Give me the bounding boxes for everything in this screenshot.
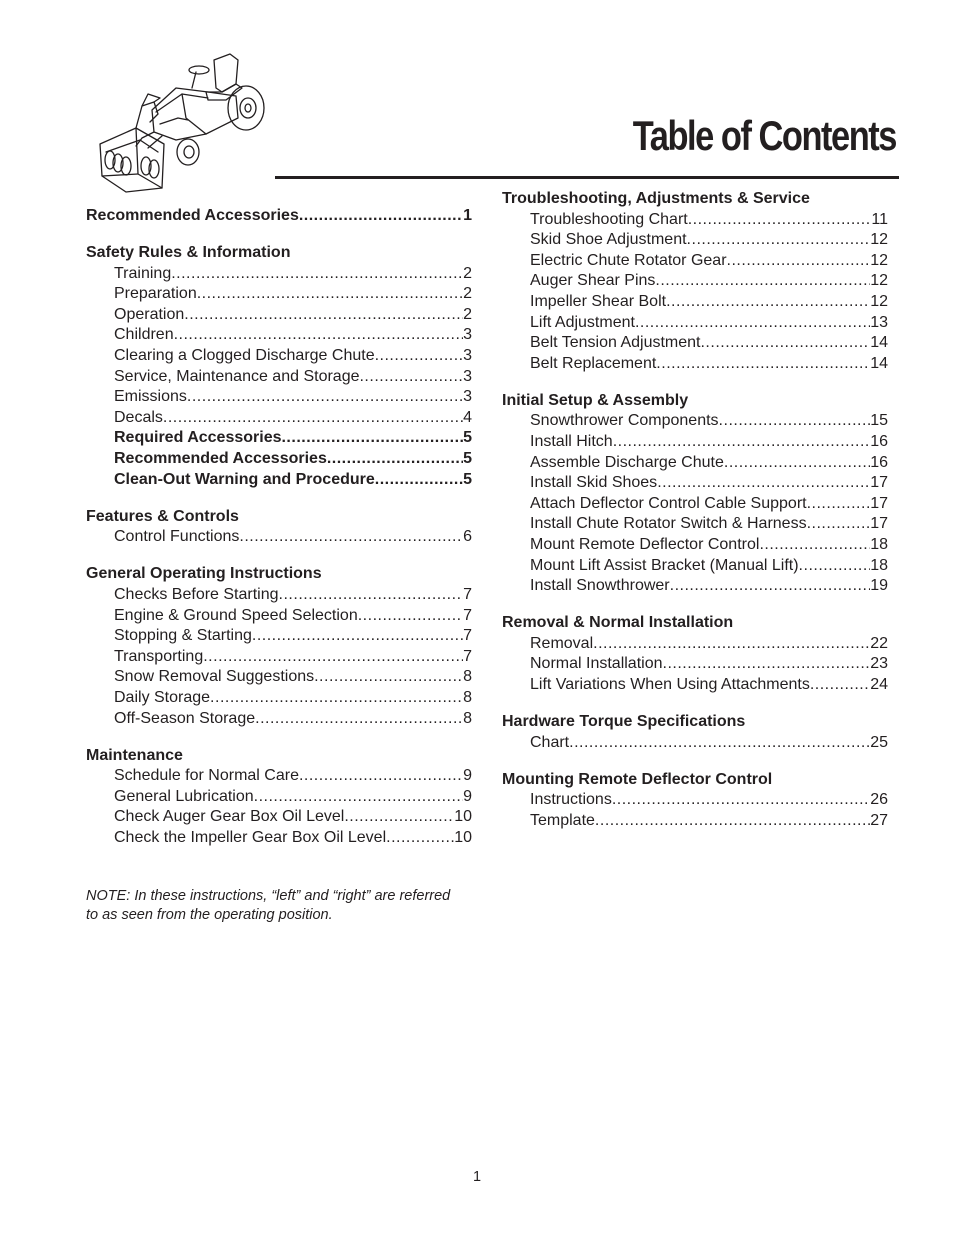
- toc-section-heading[interactable]: [502, 613, 888, 634]
- toc-entry-page: 17: [870, 515, 888, 533]
- toc-entry-label: Emissions: [114, 388, 187, 406]
- toc-entry[interactable]: [502, 313, 888, 334]
- toc-section-heading-label: Troubleshooting, Adjustments & Service: [502, 190, 810, 207]
- dot-leader: [171, 264, 463, 285]
- dot-leader: [344, 807, 454, 828]
- toc-entry-label: Training: [114, 264, 172, 282]
- toc-section-heading[interactable]: [86, 507, 472, 528]
- dot-leader: [375, 470, 463, 491]
- toc-entry-label: Install Skid Shoes: [530, 474, 658, 492]
- toc-entry-label: Mount Lift Assist Bracket (Manual Lift): [530, 556, 799, 574]
- toc-entry-page: 12: [870, 272, 888, 290]
- toc-entry-page: 10: [454, 829, 472, 847]
- toc-entry[interactable]: [502, 733, 888, 754]
- toc-entry-page: 23: [870, 655, 888, 673]
- toc-entry-label: Daily Storage: [114, 688, 211, 706]
- toc-entry-page: 2: [463, 285, 472, 303]
- toc-section: [86, 243, 472, 490]
- toc-entry-page: 19: [870, 577, 888, 595]
- toc-entry-label: Install Snowthrower: [530, 577, 670, 595]
- dot-leader: [163, 408, 463, 429]
- toc-entry-label: Troubleshooting Chart: [530, 210, 688, 228]
- toc-entry-page: 3: [463, 367, 472, 385]
- toc-entry-label: Auger Shear Pins: [530, 272, 656, 290]
- toc-entry-label: Children: [114, 326, 174, 344]
- dot-leader: [724, 453, 870, 474]
- snowthrower-tractor-illustration: [96, 48, 268, 193]
- dot-leader: [358, 606, 463, 627]
- toc-entry-label: Electric Chute Rotator Gear: [530, 251, 727, 269]
- toc-right-column: [502, 189, 888, 848]
- toc-entry-page: 14: [870, 354, 888, 372]
- dot-leader: [593, 634, 870, 655]
- toc-entry[interactable]: [86, 367, 472, 388]
- dot-leader: [569, 733, 870, 754]
- toc-entry-page: 17: [870, 494, 888, 512]
- dot-leader: [184, 305, 463, 326]
- dot-leader: [613, 432, 871, 453]
- toc-entry[interactable]: [502, 556, 888, 577]
- dot-leader: [375, 346, 464, 367]
- toc-entry[interactable]: [86, 408, 472, 429]
- toc-entry-page: 16: [870, 453, 888, 471]
- toc-entry[interactable]: [502, 292, 888, 313]
- toc-entry[interactable]: [502, 453, 888, 474]
- toc-entry[interactable]: [86, 787, 472, 808]
- toc-entry-label: Install Hitch: [530, 433, 613, 451]
- toc-entry[interactable]: [86, 606, 472, 627]
- toc-entry[interactable]: [502, 790, 888, 811]
- dot-leader: [807, 514, 871, 535]
- toc-entry[interactable]: [502, 494, 888, 515]
- toc-entry-page: 7: [463, 627, 472, 645]
- toc-entry-page: 4: [463, 408, 472, 426]
- toc-section-heading[interactable]: [86, 746, 472, 767]
- toc-entry[interactable]: [86, 449, 472, 470]
- dot-leader: [595, 811, 870, 832]
- toc-entry[interactable]: [502, 271, 888, 292]
- toc-section-heading-label: Features & Controls: [86, 507, 239, 525]
- toc-entry[interactable]: [86, 264, 472, 285]
- toc-entry[interactable]: [502, 432, 888, 453]
- toc-entry-label: Schedule for Normal Care: [114, 767, 299, 785]
- toc-section-heading[interactable]: [86, 243, 472, 264]
- toc-section: [502, 712, 888, 753]
- dot-leader: [239, 527, 463, 548]
- page-number: 1: [472, 1169, 482, 1185]
- toc-entry-label: Decals: [114, 408, 163, 426]
- toc-entry-page: 6: [463, 528, 472, 546]
- toc-entry[interactable]: [502, 811, 888, 832]
- toc-entry-label: Engine & Ground Speed Selection: [114, 606, 358, 624]
- dot-leader: [252, 626, 463, 647]
- dot-leader: [700, 333, 870, 354]
- toc-entry-label: Impeller Shear Bolt: [530, 292, 667, 310]
- toc-section-heading[interactable]: [86, 564, 472, 585]
- toc-section: [502, 613, 888, 695]
- dot-leader: [299, 766, 463, 787]
- toc-entry-page: 8: [463, 688, 472, 706]
- toc-entry-label: Snow Removal Suggestions: [114, 668, 315, 686]
- dot-leader: [299, 206, 463, 227]
- toc-entry-page: 15: [870, 412, 888, 430]
- dot-leader: [657, 473, 870, 494]
- toc-entry-page: 5: [463, 470, 472, 488]
- toc-entry[interactable]: [86, 667, 472, 688]
- dot-leader: [314, 667, 463, 688]
- toc-entry-label: Recommended Accessories: [114, 450, 327, 468]
- toc-entry-label: General Lubrication: [114, 787, 254, 805]
- dot-leader: [203, 647, 463, 668]
- toc-entry-label: Preparation: [114, 285, 197, 303]
- toc-entry[interactable]: [502, 473, 888, 494]
- toc-entry-label: Snowthrower Components: [530, 412, 719, 430]
- dot-leader: [759, 535, 870, 556]
- toc-section: [86, 746, 472, 849]
- toc-entry-page: 8: [463, 709, 472, 727]
- toc-section-heading-label: Initial Setup & Assembly: [502, 391, 689, 409]
- toc-entry-label: Template: [530, 812, 595, 830]
- toc-entry-page: 13: [870, 313, 888, 331]
- toc-entry[interactable]: [86, 284, 472, 305]
- toc-entry-label: Off-Season Storage: [114, 709, 256, 727]
- dot-leader: [254, 787, 463, 808]
- toc-section-heading[interactable]: [502, 391, 888, 412]
- toc-section: [502, 189, 888, 374]
- toc-entry[interactable]: [502, 411, 888, 432]
- dot-leader: [688, 210, 872, 231]
- toc-section: [86, 206, 472, 227]
- toc-entry-page: 14: [870, 334, 888, 352]
- toc-entry-page: 17: [870, 474, 888, 492]
- toc-entry-label: Mount Remote Deflector Control: [530, 536, 760, 553]
- toc-entry-page: 9: [463, 767, 472, 785]
- dot-leader: [386, 828, 454, 849]
- toc-entry-label: Service, Maintenance and Storage: [114, 367, 360, 385]
- dot-leader: [666, 292, 870, 313]
- toc-section: [86, 507, 472, 548]
- toc-entry[interactable]: [86, 387, 472, 408]
- toc-entry-page: 25: [870, 733, 888, 751]
- dot-leader: [799, 556, 871, 577]
- toc-section: [502, 391, 888, 597]
- toc-entry-label: Instructions: [530, 791, 612, 809]
- toc-entry[interactable]: [502, 251, 888, 272]
- toc-entry-label: Control Functions: [114, 528, 240, 546]
- toc-entry-label: Belt Tension Adjustment: [530, 334, 701, 352]
- toc-entry-label: Check Auger Gear Box Oil Level: [114, 808, 345, 826]
- toc-section: [502, 770, 888, 832]
- toc-entry[interactable]: [86, 709, 472, 730]
- toc-entry-page: 5: [463, 450, 472, 468]
- toc-entry-page: 12: [870, 292, 888, 310]
- toc-entry-label: Clearing a Clogged Discharge Chute: [114, 347, 375, 365]
- toc-entry[interactable]: [502, 535, 888, 556]
- toc-section-heading-page: 1: [463, 207, 472, 224]
- toc-entry[interactable]: [502, 210, 888, 231]
- toc-entry-label: Lift Adjustment: [530, 313, 635, 331]
- toc-entry-page: 9: [463, 787, 472, 805]
- toc-section-heading[interactable]: [502, 770, 888, 791]
- dot-leader: [197, 284, 463, 305]
- toc-entry-page: 12: [870, 231, 888, 249]
- toc-entry-page: 3: [463, 347, 472, 365]
- toc-entry[interactable]: [86, 626, 472, 647]
- dot-leader: [663, 654, 871, 675]
- toc-entry[interactable]: [86, 428, 472, 449]
- toc-entry-page: 16: [870, 433, 888, 451]
- toc-entry[interactable]: [86, 527, 472, 548]
- dot-leader: [810, 675, 870, 696]
- dot-leader: [174, 325, 464, 346]
- toc-entry-page: 24: [870, 676, 888, 694]
- dot-leader: [670, 576, 871, 597]
- toc-entry[interactable]: [86, 766, 472, 787]
- toc-entry[interactable]: [502, 354, 888, 375]
- toc-entry-label: Removal: [530, 634, 594, 652]
- toc-entry[interactable]: [502, 230, 888, 251]
- toc-entry-label: Check the Impeller Gear Box Oil Level: [114, 829, 387, 847]
- toc-section-heading-label: Recommended Accessories: [86, 207, 299, 224]
- toc-entry-page: 18: [870, 556, 888, 574]
- toc-entry[interactable]: [502, 654, 888, 675]
- toc-entry-label: Lift Variations When Using Attachments: [530, 676, 810, 694]
- toc-section-heading[interactable]: [86, 206, 472, 227]
- toc-section-heading-label: General Operating Instructions: [86, 565, 322, 583]
- toc-entry-page: 2: [463, 264, 472, 282]
- toc-section-heading[interactable]: [502, 712, 888, 733]
- dot-leader: [656, 354, 870, 375]
- toc-entry-page: 11: [871, 210, 888, 228]
- toc-entry-page: 22: [870, 634, 888, 652]
- dot-leader: [210, 688, 463, 709]
- page-title: Table of Contents: [632, 112, 896, 159]
- toc-entry[interactable]: [86, 325, 472, 346]
- toc-entry-label: Operation: [114, 305, 185, 323]
- toc-entry[interactable]: [86, 807, 472, 828]
- dot-leader: [727, 251, 871, 272]
- toc-section-heading-label: Removal & Normal Installation: [502, 614, 734, 632]
- toc-entry[interactable]: [502, 514, 888, 535]
- toc-entry[interactable]: [86, 828, 472, 849]
- toc-entry-label: Chart: [530, 733, 570, 751]
- toc-section-heading-label: Hardware Torque Specifications: [502, 713, 746, 731]
- toc-entry[interactable]: [502, 634, 888, 655]
- toc-section-heading-label: Mounting Remote Deflector Control: [502, 770, 773, 788]
- toc-entry[interactable]: [86, 688, 472, 709]
- toc-entry-label: Install Chute Rotator Switch & Harness: [530, 515, 807, 533]
- toc-entry[interactable]: [86, 346, 472, 367]
- toc-entry-page: 5: [463, 429, 472, 447]
- dot-leader: [281, 428, 463, 449]
- toc-entry[interactable]: [502, 675, 888, 696]
- toc-entry-label: Required Accessories: [114, 429, 282, 447]
- toc-entry-page: 2: [463, 305, 472, 323]
- toc-entry-label: Checks Before Starting: [114, 586, 279, 603]
- toc-section: [86, 564, 472, 729]
- toc-section-heading[interactable]: [502, 189, 888, 210]
- dot-leader: [255, 709, 463, 730]
- toc-entry-page: 7: [463, 647, 472, 665]
- dot-leader: [807, 494, 871, 515]
- toc-entry-label: Assemble Discharge Chute: [530, 453, 724, 471]
- toc-entry-page: 8: [463, 668, 472, 686]
- toc-entry[interactable]: [502, 576, 888, 597]
- operating-position-note: NOTE: In these instructions, “left” and “right” are referred to as seen from the operating position.: [86, 888, 451, 923]
- toc-entry-page: 7: [463, 606, 472, 624]
- dot-leader: [635, 313, 870, 334]
- toc-entry-page: 7: [463, 586, 472, 603]
- toc-entry[interactable]: [502, 333, 888, 354]
- toc-section-heading-label: Safety Rules & Information: [86, 244, 291, 262]
- toc-entry-label: Stopping & Starting: [114, 627, 252, 645]
- toc-entry-label: Belt Replacement: [530, 354, 657, 372]
- toc-left-column: [86, 206, 472, 865]
- dot-leader: [327, 449, 463, 470]
- dot-leader: [612, 790, 870, 811]
- toc-entry-label: Clean-Out Warning and Procedure: [114, 470, 375, 488]
- toc-entry[interactable]: [86, 585, 472, 606]
- toc-entry[interactable]: [86, 305, 472, 326]
- dot-leader: [719, 411, 871, 432]
- toc-entry-label: Transporting: [114, 647, 204, 665]
- dot-leader: [687, 230, 871, 251]
- toc-entry[interactable]: [86, 647, 472, 668]
- dot-leader: [187, 387, 463, 408]
- toc-entry-page: 26: [870, 791, 888, 809]
- toc-section-heading-label: Maintenance: [86, 746, 183, 764]
- dot-leader: [655, 271, 870, 292]
- toc-entry-page: 10: [454, 808, 472, 826]
- dot-leader: [359, 367, 463, 388]
- toc-entry-page: 18: [870, 536, 888, 553]
- toc-entry-label: Attach Deflector Control Cable Support: [530, 494, 807, 512]
- dot-leader: [279, 585, 464, 606]
- toc-entry-label: Normal Installation: [530, 655, 663, 673]
- toc-entry[interactable]: [86, 470, 472, 491]
- toc-entry-page: 27: [870, 812, 888, 830]
- title-divider: [275, 176, 899, 179]
- toc-entry-page: 3: [463, 326, 472, 344]
- toc-entry-label: Skid Shoe Adjustment: [530, 231, 687, 249]
- toc-entry-page: 12: [870, 251, 888, 269]
- toc-entry-page: 3: [463, 388, 472, 406]
